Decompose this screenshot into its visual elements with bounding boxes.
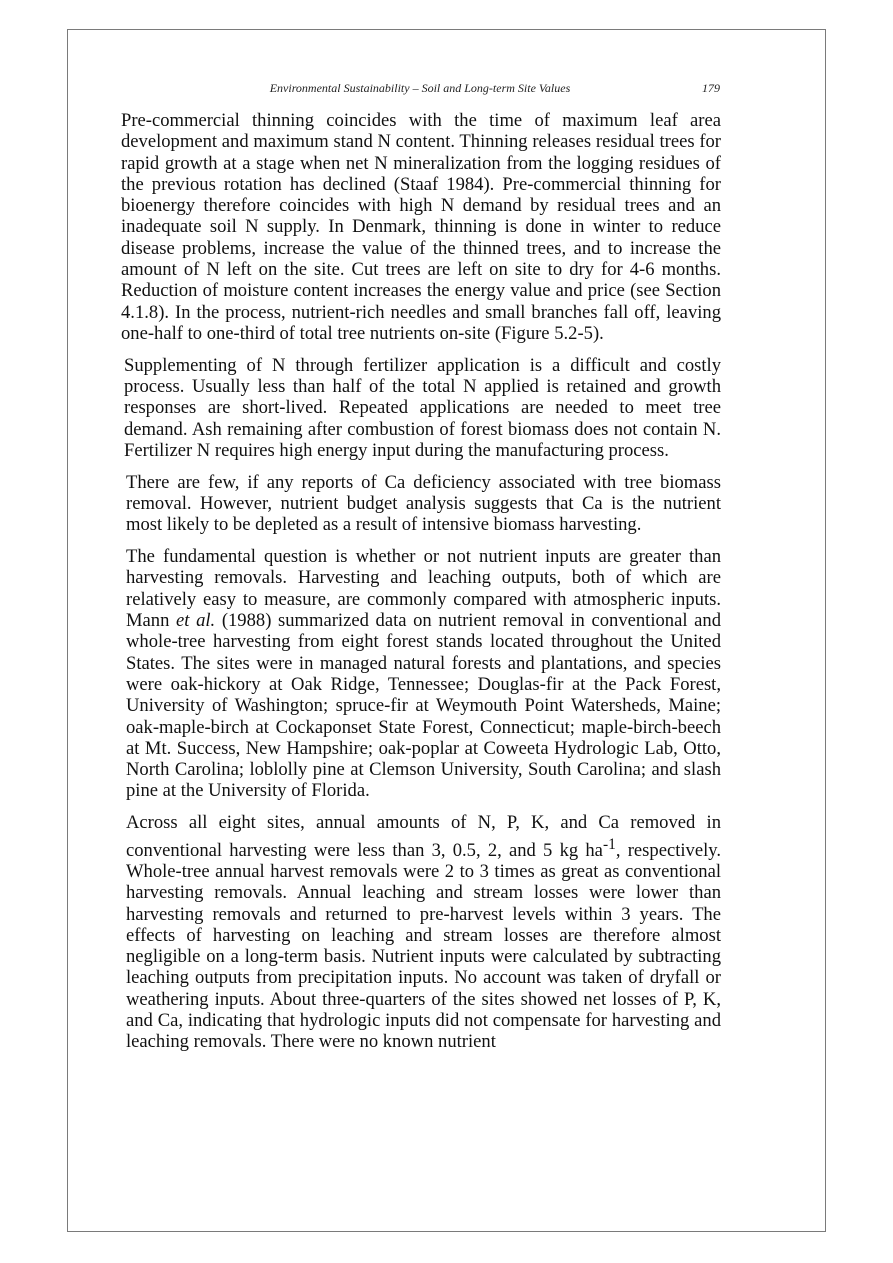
running-title: Environmental Sustainability – Soil and Long-term Site Values <box>269 81 571 95</box>
page-number: 179 <box>702 81 720 95</box>
paragraph-calcium: There are few, if any reports of Ca deficiency associated with tree biomass removal. However, nutrient budget analysis suggests that Ca is the nutrient most likely to be depleted as a result of intensive biomass harvesting. <box>126 471 721 536</box>
nutrient-inputs-text-start: The fundamental question is whether or not nutrient inputs are greater than harvesting removals. Harvesting and leaching outputs, both of which are relatively easy to measure, are commonly compared with atmospheric inputs. Mann <box>126 546 721 632</box>
nutrient-inputs-text-end: (1988) summarized data on nutrient removal in conventional and whole-tree harvesting from eight forest stands located throughout the United States. The sites were in managed natural forests and plantations, and species were oak-hickory at Oak Ridge, Tennessee; Douglas-fir at the Pack Forest, University of Washington; spruce-fir at Weymouth Point Watersheds, Maine; oak-maple-birch at Cockaponset State Forest, Connecticut; maple-birch-beech at Mt. Success, New Hampshire; oak-poplar at Coweeta Hydrologic Lab, Otto, North Carolina; loblolly pine at Clemson University, South Carolina; and slash pine at the University of Florida. <box>126 610 721 802</box>
body-text <box>121 110 721 1063</box>
eight-sites-text-end: , respectively. Whole-tree annual harvest removals were 2 to 3 times as great as conventional harvesting removals. Annual leaching and stream losses were lower than harvesting removals and returned to pre-harvest levels within 3 years. The effects of harvesting on leaching and stream losses are therefore almost negligible on a long-term basis. Nutrient inputs were calculated by subtracting leaching outputs from precipitation inputs. No account was taken of dryfall or weathering inputs. About three-quarters of the sites showed net losses of P, K, and Ca, indicating that hydrologic inputs did not compensate for harvesting and leaching removals. There were no known nutrient <box>126 839 721 1053</box>
eight-sites-text-start: Across all eight sites, annual amounts of N, P, K, and Ca removed in conventional harvesting were less than 3, 0.5, 2, and 5 <box>126 812 721 861</box>
paragraph-fertilizer: Supplementing of N through fertilizer application is a difficult and costly process. Usually less than half of the total N applied is retained and growth responses are short-lived. Repeated applications are needed to meet tree demand. Ash remaining after combustion of forest biomass does not contain N. Fertilizer N requires high energy input during the manufacturing process. <box>124 354 721 461</box>
unit-kg-ha: kg ha <box>559 839 603 861</box>
citation-et-al: et al. <box>176 610 216 632</box>
paragraph-eight-sites <box>121 812 721 1052</box>
unit-exponent: -1 <box>602 835 616 853</box>
paragraph-nutrient-inputs <box>121 546 721 802</box>
running-header <box>120 81 720 99</box>
paragraph-thinning: Pre-commercial thinning coincides with the time of maximum leaf area development and maximum stand N content. Thinning releases residual trees for rapid growth at a stage when net N mineralization from the logging residues of the previous rotation has declined (Staaf 1984). Pre-commercial thinning for bioenergy therefore coincides with high N demand by residual trees and an inadequate soil N supply. In Denmark, thinning is done in winter to reduce disease problems, increase the value of the thinned trees, and to increase the amount of N left on the site. Cut trees are left on site to dry for 4-6 months. Reduction of moisture content increases the energy value and price (see Section 4.1.8). In the process, nutrient-rich needles and small branches fall off, leaving one-half to one-third of total tree nutrients on-site (Figure 5.2-5). <box>121 110 721 344</box>
